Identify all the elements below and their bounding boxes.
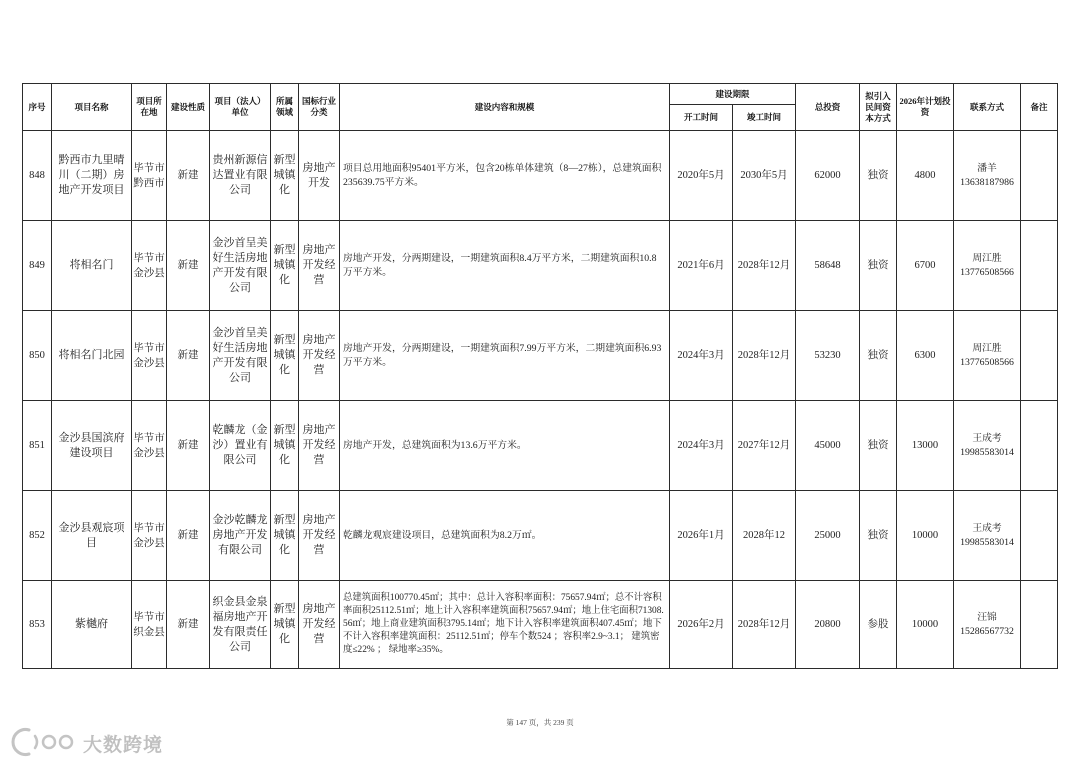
cell-plan-2026: 13000 (897, 401, 954, 491)
cell-investment: 20800 (796, 581, 860, 669)
header-nature: 建设性质 (167, 84, 210, 131)
cell-contact (954, 131, 1021, 221)
brand-logo-icon (8, 726, 80, 758)
cell-contact (954, 401, 1021, 491)
cell-start: 2026年1月 (670, 491, 733, 581)
cell-content: 房地产开发，分两期建设，一期建筑面积7.99万平方米，二期建筑面积6.93万平方米。 (340, 311, 670, 401)
header-remark: 备注 (1021, 84, 1058, 131)
cell-name: 紫樾府 (52, 581, 132, 669)
contact-phone: 13776508566 (960, 266, 1014, 278)
header-plan-2026: 2026年计划投资 (897, 84, 954, 131)
cell-field: 新型城镇化 (271, 311, 299, 401)
cell-plan-2026: 6700 (897, 221, 954, 311)
cell-plan-2026: 6300 (897, 311, 954, 401)
cell-nature: 新建 (167, 491, 210, 581)
contact-phone: 13638187986 (960, 176, 1014, 188)
cell-contact (954, 491, 1021, 581)
header-investment: 总投资 (796, 84, 860, 131)
cell-location: 毕节市金沙县 (132, 401, 167, 491)
cell-name: 黔西市九里晴川（二期）房地产开发项目 (52, 131, 132, 221)
header-start: 开工时间 (670, 105, 733, 131)
cell-industry: 房地产开发经营 (299, 401, 340, 491)
cell-remark (1021, 581, 1058, 669)
cell-industry: 房地产开发经营 (299, 311, 340, 401)
contact-name: 汪锦 (977, 611, 997, 623)
header-contact: 联系方式 (954, 84, 1021, 131)
contact-phone: 15286567732 (960, 625, 1014, 637)
table-header (23, 84, 1058, 131)
table-row (23, 311, 1058, 401)
cell-seq: 852 (23, 491, 52, 581)
cell-end: 2028年12月 (733, 221, 796, 311)
cell-investment: 62000 (796, 131, 860, 221)
cell-industry: 房地产开发经营 (299, 491, 340, 581)
cell-content: 房地产开发，分两期建设，一期建筑面积8.4万平方米，二期建筑面积10.8万平方米。 (340, 221, 670, 311)
cell-location: 毕节市黔西市 (132, 131, 167, 221)
table-row (23, 131, 1058, 221)
cell-industry: 房地产开发经营 (299, 581, 340, 669)
cell-plan-2026: 10000 (897, 491, 954, 581)
contact-phone: 19985583014 (960, 446, 1014, 458)
cell-investment: 58648 (796, 221, 860, 311)
header-row (23, 84, 1058, 105)
cell-remark (1021, 491, 1058, 581)
table-row (23, 401, 1058, 491)
cell-seq: 850 (23, 311, 52, 401)
cell-investment: 53230 (796, 311, 860, 401)
page-footer: 第 147 页，共 239 页 (506, 718, 574, 727)
cell-capital-mode: 独资 (860, 491, 897, 581)
cell-capital-mode: 独资 (860, 401, 897, 491)
header-capital-mode: 拟引入民间资本方式 (860, 84, 897, 131)
cell-investment: 45000 (796, 401, 860, 491)
cell-unit: 金沙首呈美好生活房地产开发有限公司 (210, 311, 271, 401)
contact-name: 周江胜 (972, 342, 1002, 354)
cell-unit: 金沙乾麟龙房地产开发有限公司 (210, 491, 271, 581)
header-seq: 序号 (23, 84, 52, 131)
watermark-text: 大数跨境 (83, 734, 164, 756)
cell-name: 金沙县观宸项目 (52, 491, 132, 581)
cell-capital-mode: 独资 (860, 311, 897, 401)
cell-field: 新型城镇化 (271, 581, 299, 669)
header-industry: 国标行业分类 (299, 84, 340, 131)
cell-location: 毕节市金沙县 (132, 311, 167, 401)
cell-nature: 新建 (167, 311, 210, 401)
table-row (23, 491, 1058, 581)
cell-remark (1021, 221, 1058, 311)
cell-name: 金沙县国滨府建设项目 (52, 401, 132, 491)
cell-field: 新型城镇化 (271, 491, 299, 581)
cell-unit: 金沙首呈美好生活房地产开发有限公司 (210, 221, 271, 311)
table-row (23, 221, 1058, 311)
cell-remark (1021, 311, 1058, 401)
table-row (23, 581, 1058, 669)
cell-plan-2026: 4800 (897, 131, 954, 221)
cell-contact (954, 311, 1021, 401)
header-end: 竣工时间 (733, 105, 796, 131)
contact-name: 周江胜 (972, 252, 1002, 264)
cell-content: 乾麟龙观宸建设项目，总建筑面积为8.2万㎡。 (340, 491, 670, 581)
cell-unit: 乾麟龙（金沙）置业有限公司 (210, 401, 271, 491)
cell-remark (1021, 401, 1058, 491)
cell-seq: 853 (23, 581, 52, 669)
header-name: 项目名称 (52, 84, 132, 131)
cell-nature: 新建 (167, 221, 210, 311)
cell-end: 2027年12月 (733, 401, 796, 491)
cell-capital-mode: 独资 (860, 221, 897, 311)
cell-end: 2030年5月 (733, 131, 796, 221)
table-body (23, 131, 1058, 669)
project-table (22, 83, 1058, 669)
cell-location: 毕节市金沙县 (132, 221, 167, 311)
contact-phone: 19985583014 (960, 536, 1014, 548)
cell-name: 将相名门 (52, 221, 132, 311)
cell-seq: 848 (23, 131, 52, 221)
contact-phone: 13776508566 (960, 356, 1014, 368)
cell-seq: 851 (23, 401, 52, 491)
cell-field: 新型城镇化 (271, 401, 299, 491)
cell-unit: 织金县金泉福房地产开发有限责任公司 (210, 581, 271, 669)
cell-field: 新型城镇化 (271, 131, 299, 221)
contact-name: 王成考 (972, 432, 1002, 444)
cell-industry: 房地产开发经营 (299, 221, 340, 311)
cell-content: 项目总用地面积95401平方米，包含20栋单体建筑（8—27栋），总建筑面积235639.75平方米。 (340, 131, 670, 221)
cell-location: 毕节市织金县 (132, 581, 167, 669)
cell-end: 2028年12月 (733, 581, 796, 669)
cell-start: 2020年5月 (670, 131, 733, 221)
cell-contact (954, 581, 1021, 669)
contact-name: 潘羊 (977, 162, 997, 174)
cell-remark (1021, 131, 1058, 221)
cell-end: 2028年12 (733, 491, 796, 581)
header-content: 建设内容和规模 (340, 84, 670, 131)
cell-end: 2028年12月 (733, 311, 796, 401)
cell-investment: 25000 (796, 491, 860, 581)
cell-capital-mode: 参股 (860, 581, 897, 669)
header-location: 项目所在地 (132, 84, 167, 131)
header-period: 建设期限 (670, 84, 796, 105)
cell-seq: 849 (23, 221, 52, 311)
cell-field: 新型城镇化 (271, 221, 299, 311)
cell-capital-mode: 独资 (860, 131, 897, 221)
cell-content: 总建筑面积100770.45㎡；其中：总计入容积率面积：75657.94㎡；总不计容积率面积25112.51㎡；地上计入容积率建筑面积75657.94㎡；地上住宅面积71308.56㎡；地上商业建筑面积3795.14㎡；地下计入容积率建筑面积407.45㎡；地下不计入容积率建筑面积：25112.51㎡；停车个数524 ；容积率2.9~3.1； 建筑密度≤22% ； 绿地率≥35%。 (340, 581, 670, 669)
header-unit: 项目（法人）单位 (210, 84, 271, 131)
cell-start: 2024年3月 (670, 401, 733, 491)
cell-name: 将相名门北园 (52, 311, 132, 401)
cell-content: 房地产开发，总建筑面积为13.6万平方米。 (340, 401, 670, 491)
cell-nature: 新建 (167, 131, 210, 221)
cell-industry: 房地产开发 (299, 131, 340, 221)
cell-start: 2026年2月 (670, 581, 733, 669)
cell-location: 毕节市金沙县 (132, 491, 167, 581)
cell-plan-2026: 10000 (897, 581, 954, 669)
cell-nature: 新建 (167, 401, 210, 491)
cell-start: 2021年6月 (670, 221, 733, 311)
cell-contact (954, 221, 1021, 311)
cell-nature: 新建 (167, 581, 210, 669)
contact-name: 王成考 (972, 522, 1002, 534)
cell-unit: 贵州新源信达置业有限公司 (210, 131, 271, 221)
header-field: 所属领域 (271, 84, 299, 131)
cell-start: 2024年3月 (670, 311, 733, 401)
